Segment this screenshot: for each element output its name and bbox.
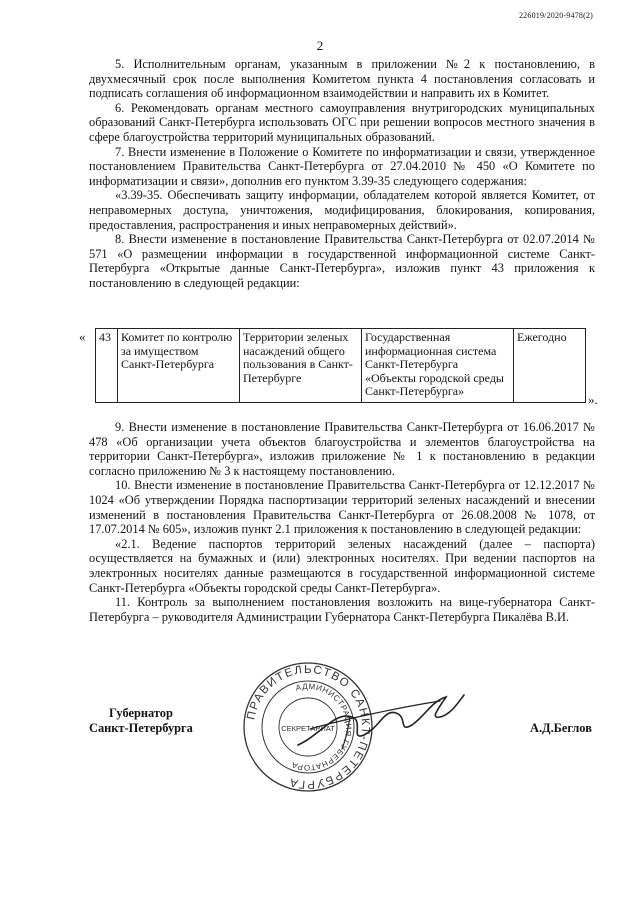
amendment-table <box>95 328 586 403</box>
signer-title <box>89 706 193 736</box>
table-cell-frequency: Ежегодно <box>514 329 586 403</box>
paragraph-11: 11. Контроль за выполнением постановления возложить на вице-губернатора Санкт-Петербурга – руководителя Администрации Губернатора Санкт-Петербурга Пикалёва В.И. <box>89 595 595 624</box>
registration-number: 226019/2020-9478(2) <box>518 11 593 20</box>
table-row <box>96 329 586 403</box>
seal-inner-text: АДМИНИСТРАЦИЯ ГУБЕРНАТОРА <box>290 681 354 773</box>
paragraph-7: 7. Внести изменение в Положение о Комитете по информатизации и связи, утвержденное постановлением Правительства Санкт-Петербурга от 27.04.2010 № 450 «О Комитете по информатизации и связи», дополнив его пунктом 3.39-35 следующего содержания: <box>89 144 595 188</box>
signer-title-line-2: Санкт-Петербурга <box>89 721 193 735</box>
signer-title-line-1: Губернатор <box>109 706 173 720</box>
table-cell-dataset: Территории зеленых насаждений общего пользования в Санкт-Петербурге <box>240 329 362 403</box>
seal-outer-text: ПРАВИТЕЛЬСТВО САНКТ-ПЕТЕРБУРГА <box>245 663 372 791</box>
paragraph-9: 9. Внести изменение в постановление Правительства Санкт-Петербурга от 16.06.2017 № 478 «Об организации учета объектов благоустройства и элементов благоустройства на территории Санкт-Петербурга», изложив приложение № 1 к постановлению в редакции согласно приложению № 3 к настоящему постановлению. <box>89 420 595 478</box>
paragraph-10-quote: «2.1. Ведение паспортов территорий зеленых насаждений (далее – паспорта) осуществляется на бумажных и (или) электронных носителях. При ведении паспортов на электронных носителях данные размещаются в государственной информационной системе Санкт-Петербурга «Объекты городской среды Санкт-Петербурга». <box>89 536 595 595</box>
paragraph-7-quote: «3.39-35. Обеспечивать защиту информации, обладателем которой является Комитет, от неправомерных доступа, уничтожения, модифицирования, блокирования, копирования, предоставления, распространения и иных неправомерных действий». <box>89 188 595 232</box>
table-cell-owner: Комитет по контролю за имуществом Санкт-Петербурга <box>118 329 240 403</box>
seal-center-text: СЕКРЕТАРИАТ <box>281 724 335 733</box>
table-open-quote: « <box>79 329 86 344</box>
table-cell-number: 43 <box>96 329 118 403</box>
paragraph-6: 6. Рекомендовать органам местного самоуправления внутригородских муниципальных образований Санкт-Петербурга использовать ОГС при решении вопросов местного значения в сфере благоустройства территорий муниципальных образований. <box>89 100 595 144</box>
table-close-quote: ». <box>588 392 598 407</box>
page-number: 2 <box>316 38 324 53</box>
signature-scribble <box>290 683 470 763</box>
document-body-continued <box>89 420 595 624</box>
document-body <box>89 57 595 291</box>
signer-name: А.Д.Беглов <box>530 721 592 735</box>
paragraph-8: 8. Внести изменение в постановление Правительства Санкт-Петербурга от 02.07.2014 № 571 «О размещении информации в государственной информационной системе Санкт-Петербурга «Открытые данные Санкт-Петербурга», изложив пункт 43 приложения к постановлению в следующей редакции: <box>89 232 595 290</box>
table-cell-system: Государственная информационная система Санкт-Петербурга «Объекты городской среды Санкт-Петербурга» <box>362 329 514 403</box>
paragraph-10: 10. Внести изменение в постановление Правительства Санкт-Петербурга от 12.12.2017 № 1024 «Об утверждении Порядка паспортизации территорий зеленых насаждений и внесении изменений в постановления Правительства Санкт-Петербурга от 26.08.2008 № 1078, от 17.07.2014 № 605», изложив пункт 2.1 приложения к постановлению в следующей редакции: <box>89 478 595 537</box>
paragraph-5: 5. Исполнительным органам, указанным в приложении №2 к постановлению, в двухмесячный срок после выполнения Комитетом пункта 4 постановления согласовать и подписать соглашения об информационном взаимодействии и направить их в Комитет. <box>89 57 595 101</box>
